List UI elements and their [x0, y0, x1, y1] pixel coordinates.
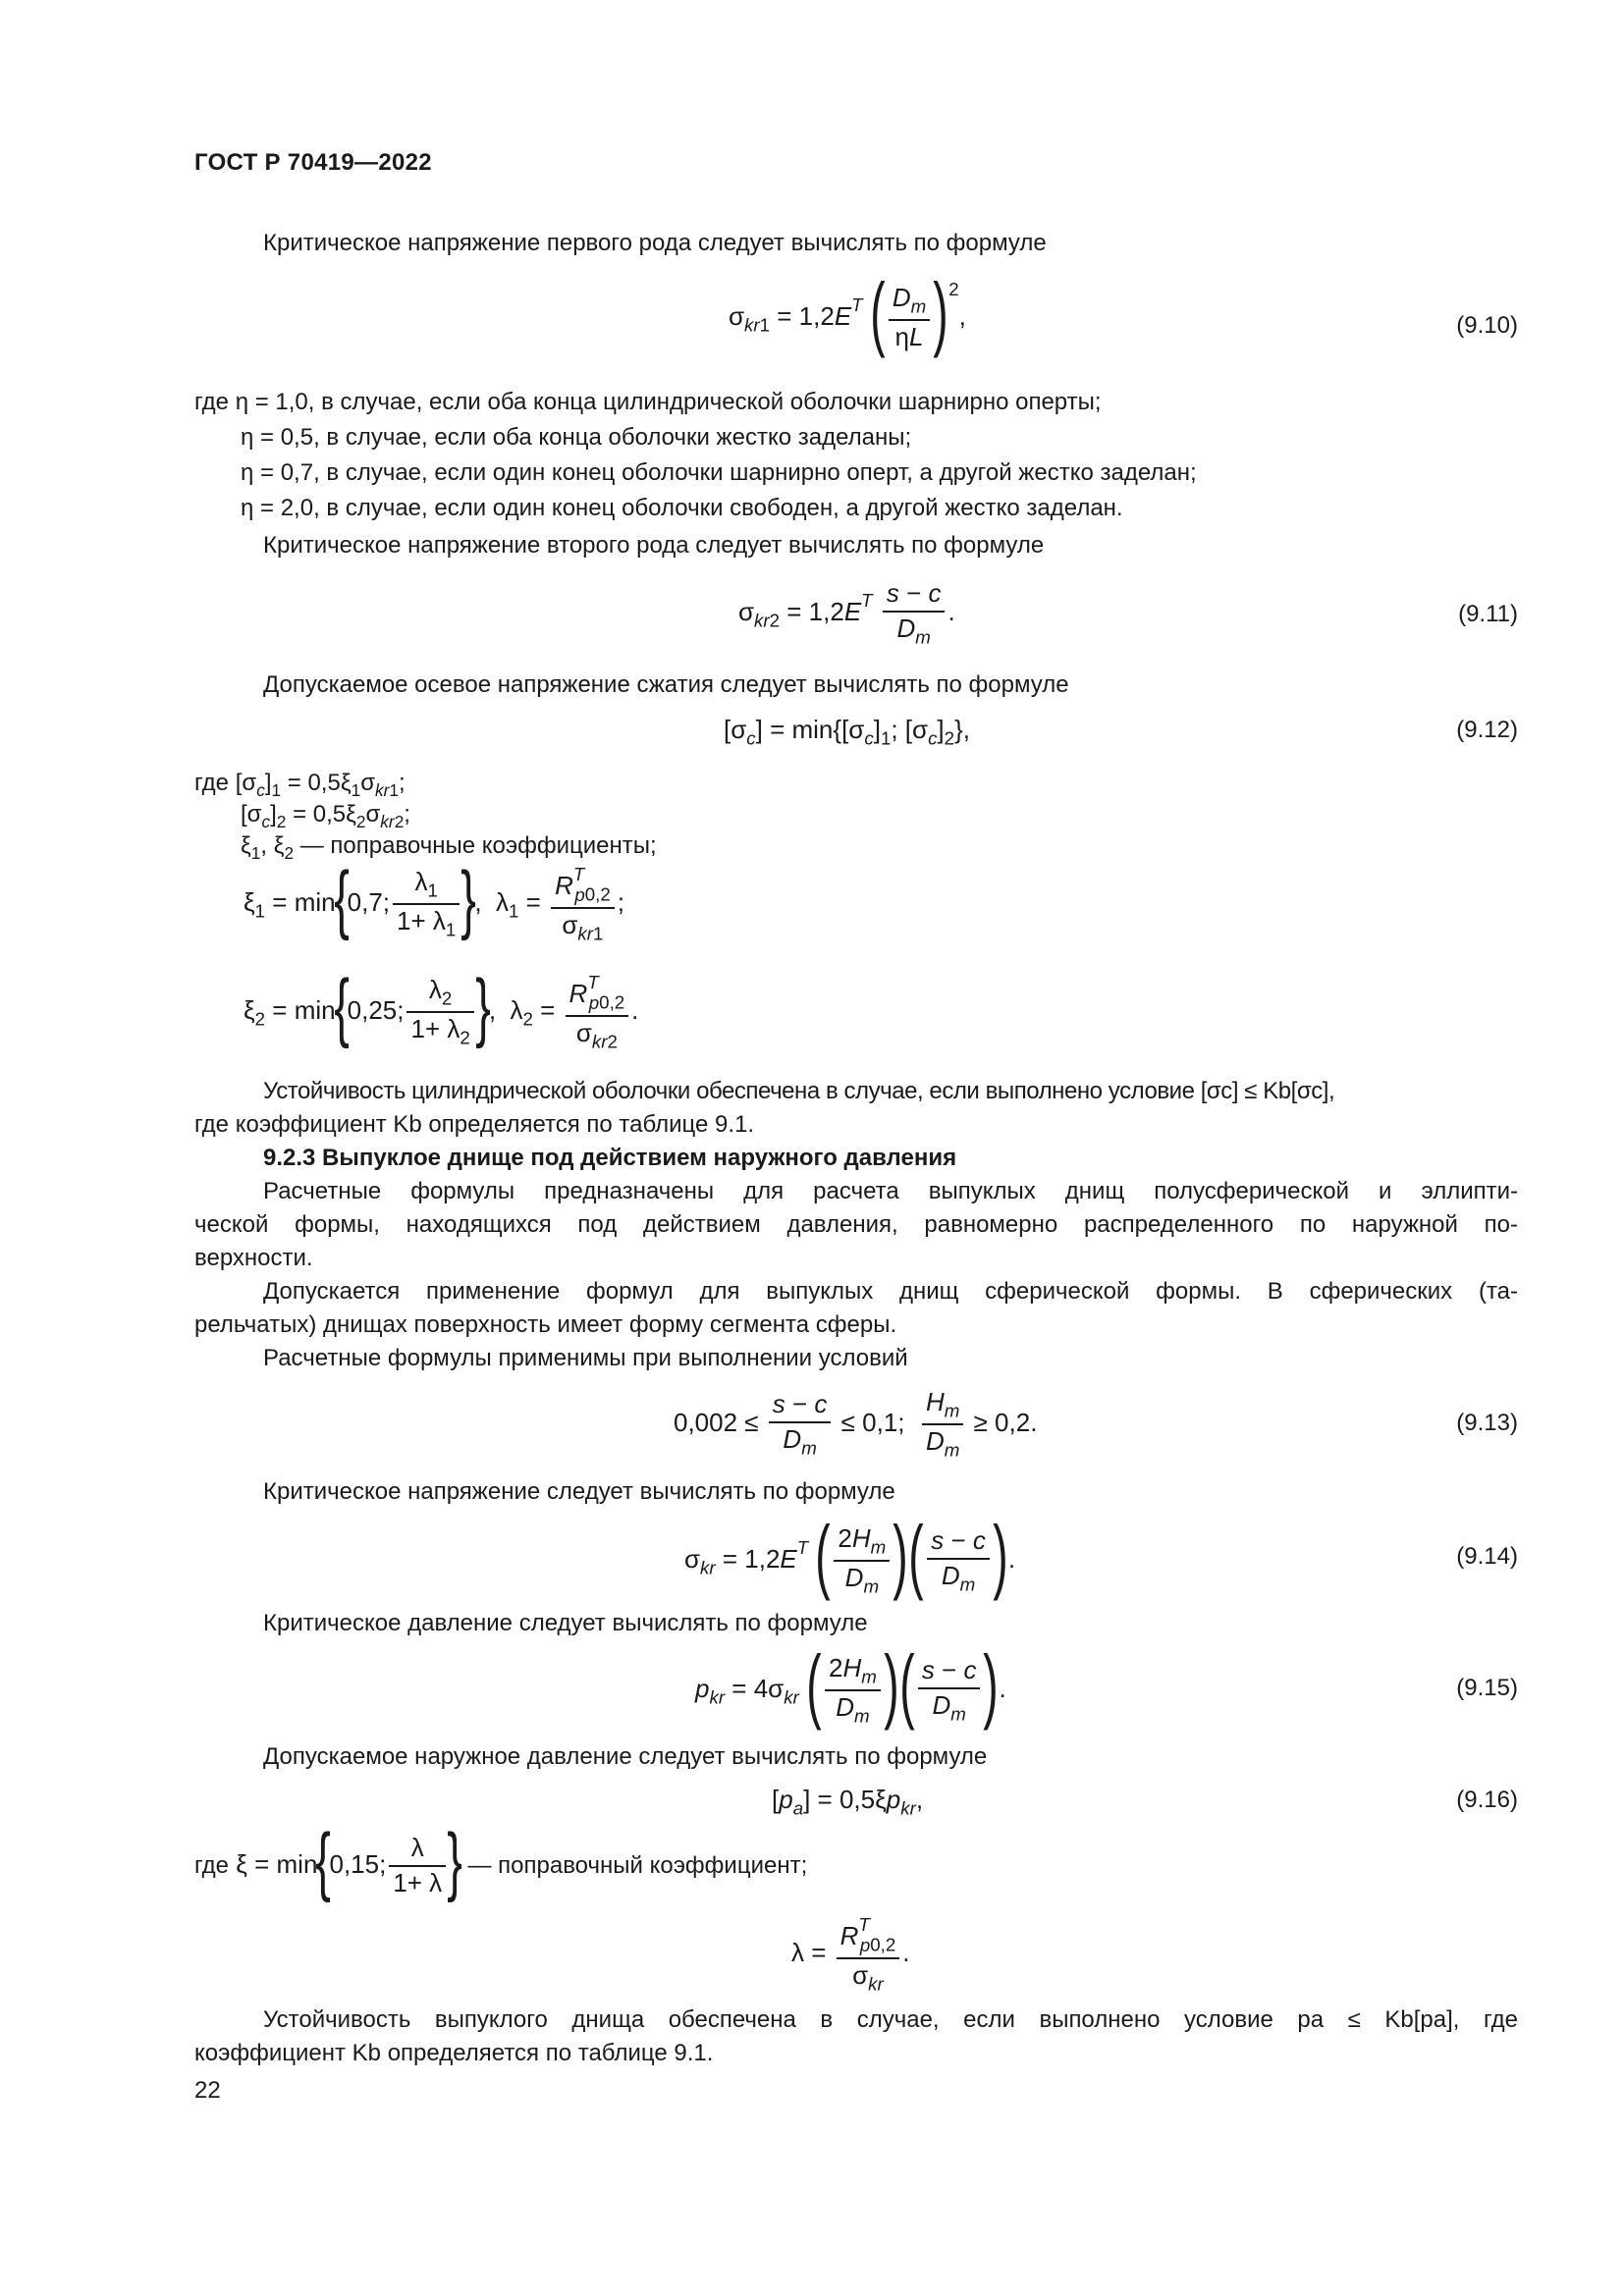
paragraph-spherical-line-1: Допускается применение формул для выпуклых днищ сферической формы. В сферических (та-: [263, 1278, 1518, 1305]
paragraph-critical-stress-first: Критическое напряжение первого рода следует вычислять по формуле: [263, 230, 1047, 256]
stability-cylinder-line-1: Устойчивость цилиндрической оболочки обеспечена в случае, если выполнено условие [σc] ≤ Kb[σc],: [263, 1078, 1335, 1104]
equation-number-9-15: (9.15): [1456, 1675, 1518, 1701]
formula-9-12: $[\sigma_c] = \min\{[\sigma_c]_1$; $[\sigma_c]_2$},: [724, 715, 970, 749]
eta-line-4: η = 2,0, в случае, если один конец оболочки свободен, а другой жестко заделан.: [241, 495, 1123, 521]
formula-9-10: $\sigma_{kr1} = 1,2E^T$ ( $\frac{D_m}{\eta L}$ )$^2$,: [729, 266, 966, 358]
formula-9-15: $p_{kr} = 4\sigma_{kr}$ ( $\frac{2H_m}{D_m}$ )( $\frac{s - c}{D_m}$ ).: [695, 1638, 1006, 1731]
where-sigma-c1: где $[\sigma_c]_1 = 0,5\xi_1\sigma_{kr1}$;: [194, 770, 406, 801]
where-word-2: где: [194, 1851, 230, 1879]
formula-9-16: $[p_a] = 0,5\xi p_{kr}$,: [772, 1785, 924, 1819]
equation-number-9-14: (9.14): [1456, 1543, 1518, 1570]
stability-head-line-2: коэффициент Kb определяется по таблице 9.1.: [194, 2040, 714, 2066]
where-word: где: [194, 770, 230, 796]
equation-number-9-11: (9.11): [1458, 601, 1518, 627]
xi-description-text: — поправочные коэффициенты;: [299, 832, 657, 859]
xi-correction-description: — поправочный коэффициент;: [467, 1851, 808, 1879]
equation-number-9-16: (9.16): [1456, 1787, 1518, 1813]
equation-number-9-10: (9.10): [1456, 312, 1518, 339]
document-header: ГОСТ Р 70419—2022: [194, 149, 432, 176]
formula-lambda: λ = $\frac{R^T_{p0,2}}{\sigma_{kr}}$ .: [791, 1914, 910, 1995]
section-heading-9-2-3: 9.2.3 Выпуклое днище под действием наружного давления: [263, 1145, 957, 1171]
stability-cylinder-line-2: где коэффициент Kb определяется по таблице 9.1.: [194, 1111, 755, 1138]
formula-9-14: $\sigma_{kr} = 1,2E^T$ ( $\frac{2H_m}{D_m}$ )( $\frac{s - c}{D_m}$ ).: [684, 1509, 1016, 1601]
paragraph-design-formulas-line-2: ческой формы, находящихся под действием давления, равномерно распределенного по наружной по-: [194, 1211, 1518, 1238]
paragraph-allowable-pressure: Допускаемое наружное давление следует вычислять по формуле: [263, 1743, 988, 1770]
eta-line-3: η = 0,7, в случае, если один конец оболочки шарнирно оперт, а другой жестко заделан;: [241, 459, 1197, 486]
formula-9-13: 0,002 ≤ $\frac{s - c}{D_m}$ ≤ 0,1; $\frac{H_m}{D_m}$ ≥ 0,2.: [674, 1387, 1038, 1461]
equation-number-9-12: (9.12): [1456, 717, 1518, 743]
stability-head-line-1: Устойчивость выпуклого днища обеспечена в случае, если выполнено условие pa ≤ Kb[pa], где: [263, 2006, 1518, 2033]
paragraph-critical-pressure: Критическое давление следует вычислять по формуле: [263, 1610, 868, 1636]
paragraph-critical-stress: Критическое напряжение следует вычислять по формуле: [263, 1478, 895, 1505]
paragraph-critical-stress-second: Критическое напряжение второго рода следует вычислять по формуле: [263, 532, 1045, 559]
eta-line-2: η = 0,5, в случае, если оба конца оболочки жестко заделаны;: [241, 424, 912, 451]
where-sigma-c2: $[\sigma_c]_2 = 0,5\xi_2\sigma_{kr2}$;: [241, 801, 410, 832]
equation-number-9-13: (9.13): [1456, 1410, 1518, 1436]
paragraph-design-formulas-line-3: верхности.: [194, 1245, 313, 1271]
paragraph-design-formulas-line-1: Расчетные формулы предназначены для расчета выпуклых днищ полусферической и эллипти-: [263, 1178, 1518, 1204]
where-xi-description: $\xi_1$, $\xi_2$ — поправочные коэффициенты;: [241, 832, 657, 864]
formula-9-11: $\sigma_{kr2} = 1,2E^T$ $\frac{s - c}{D_m}$ .: [738, 578, 955, 648]
paragraph-applicability: Расчетные формулы применимы при выполнении условий: [263, 1345, 908, 1371]
paragraph-spherical-line-2: рельчатых) днищах поверхность имеет форму сегмента сферы.: [194, 1311, 897, 1338]
formula-xi2: $\xi_2 = \min\{0,25$; $\frac{\lambda_2}{1+ \lambda_2}$ }, $\lambda_2$ = $\frac{R^T_{p0,2}}{\sigma_{kr2}}$ .: [244, 963, 639, 1052]
page-number: 22: [194, 2077, 221, 2104]
formula-xi1: $\xi_1 = \min\{0,7$; $\frac{\lambda_1}{1+ \lambda_1}$ }, $\lambda_1$ = $\frac{R^T_{p0,2}}{\sigma_{kr1}}$ ;: [244, 855, 624, 944]
formula-xi: где ξ = min{0,15; $\frac{\lambda}{1+ \lambda}$ } — поправочный коэффициент;: [194, 1817, 808, 1903]
eta-line-1: где η = 1,0, в случае, если оба конца цилиндрической оболочки шарнирно оперты;: [194, 389, 1102, 415]
paragraph-allowable-axial-stress: Допускаемое осевое напряжение сжатия следует вычислять по формуле: [263, 671, 1069, 698]
